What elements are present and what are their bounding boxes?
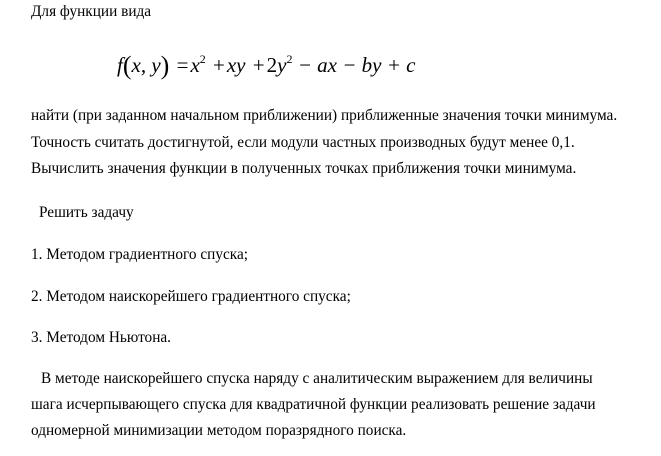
- formula-minus-ax: − ax: [297, 53, 337, 77]
- formula-coef: 2: [266, 53, 278, 77]
- paragraph-line-2: Точность считать достигнутой, если модули частных производных будут менее 0,1.: [31, 134, 575, 151]
- paragraph2-line-1: В методе наискорейшего спуска наряду с аналитическим выражением для величины: [41, 370, 593, 387]
- formula-x: x: [190, 53, 200, 77]
- method-item-3: 3. Методом Ньютона.: [31, 329, 172, 346]
- formula-plus-c: + c: [386, 53, 416, 77]
- intro-text: Для функции вида: [31, 3, 152, 20]
- method-item-2: 2. Методом наискорейшего градиентного спуска;: [31, 288, 351, 305]
- formula-minus-by: − by: [342, 53, 382, 77]
- task-heading: Решить задачу: [39, 204, 134, 221]
- formula-args: x, y: [131, 53, 161, 77]
- formula-y: y: [277, 53, 287, 77]
- formula-equals: =: [176, 53, 189, 77]
- formula-open-paren: (: [122, 51, 132, 80]
- paragraph2-line-2: шага исчерпывающего спуска для квадратичной функции реализовать решение задачи: [31, 396, 596, 413]
- formula-close-paren: ): [160, 51, 170, 80]
- formula-f: f: [117, 53, 123, 77]
- formula-plus-1: +: [213, 53, 225, 77]
- formula-plus-2: +: [252, 53, 265, 77]
- paragraph-line-3: Вычислить значения функции в полученных точках приближения точки минимума.: [31, 160, 577, 177]
- formula-x-power: 2: [199, 52, 206, 66]
- formula-y-power: 2: [286, 52, 293, 66]
- function-formula: [117, 51, 416, 80]
- formula-xy: xy: [226, 53, 246, 77]
- paragraph2-line-3: одномерной минимизации методом поразрядного поиска.: [31, 422, 407, 439]
- method-item-1: 1. Методом градиентного спуска;: [31, 246, 249, 263]
- paragraph-line-1: найти (при заданном начальном приближении) приближенные значения точки минимума.: [31, 107, 618, 124]
